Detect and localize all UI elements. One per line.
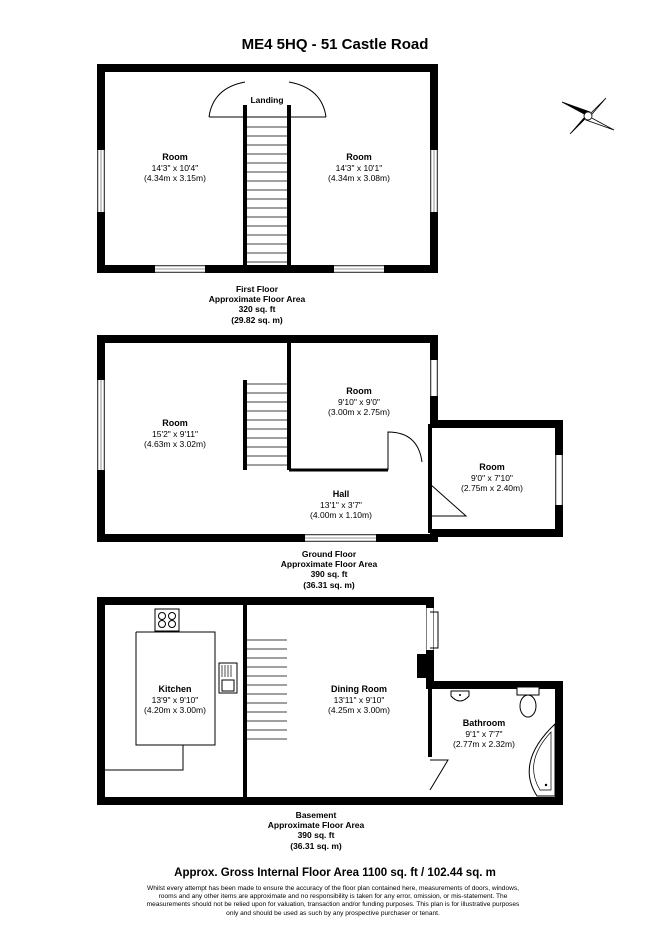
gross-internal-area: Approx. Gross Internal Floor Area 1100 sq. ft / 102.44 sq. m <box>174 867 496 879</box>
ground-floor-doors <box>388 432 466 516</box>
hall: Hall 13'1" x 3'7" (4.00m x 1.10m) <box>310 489 372 520</box>
ground-floor-area-label: Ground Floor Approximate Floor Area 390 sq. ft (36.31 sq. m) <box>280 549 378 590</box>
bathroom: Bathroom 9'1" x 7'7" (2.77m x 2.32m) <box>453 718 515 749</box>
sink-icon <box>218 662 238 694</box>
first-floor-room-right: Room 14'3" x 10'1" (4.34m x 3.08m) <box>328 152 390 183</box>
dining-room: Dining Room 13'11" x 9'10" (4.25m x 3.00m) <box>328 684 390 715</box>
ground-floor-room-left: Room 15'2" x 9'11" (4.63m x 3.02m) <box>144 418 206 449</box>
kitchen: Kitchen 13'9" x 9'10" (4.20m x 3.00m) <box>144 684 206 715</box>
bath-icon <box>513 722 557 798</box>
disclaimer: Whilst every attempt has been made to ensure the accuracy of the floor plan contained here, measurements of doors, windows, rooms and any other items are approximate and no responsibility is taken for any error, omission, or mis-statement. The measurements should not be relied upon for valuation, transaction and/or funding purposes. This plan is for illustrative purposes only and should be used as such by any prospective purchaser or tenant. <box>146 885 520 917</box>
toilet-icon <box>514 686 542 720</box>
first-floor-stairs <box>247 127 287 262</box>
basement-area-label: Basement Approximate Floor Area 390 sq. ft (36.31 sq. m) <box>267 810 365 851</box>
hob-icon <box>154 608 180 632</box>
landing-label: Landing <box>250 95 284 105</box>
basin-icon <box>450 690 470 706</box>
page-title: ME4 5HQ - 51 Castle Road <box>241 36 429 53</box>
ground-floor-stairs <box>247 384 287 465</box>
basement-stairs <box>247 640 287 739</box>
ground-floor-room-right: Room 9'0" x 7'10" (2.75m x 2.40m) <box>461 462 523 493</box>
ground-floor-room-mid: Room 9'10" x 9'0" (3.00m x 2.75m) <box>328 386 390 417</box>
first-floor-room-left: Room 14'3" x 10'4" (4.34m x 3.15m) <box>144 152 206 183</box>
first-floor-area-label: First Floor Approximate Floor Area 320 sq. ft (29.82 sq. m) <box>208 284 306 325</box>
compass-rose-icon <box>560 96 616 136</box>
